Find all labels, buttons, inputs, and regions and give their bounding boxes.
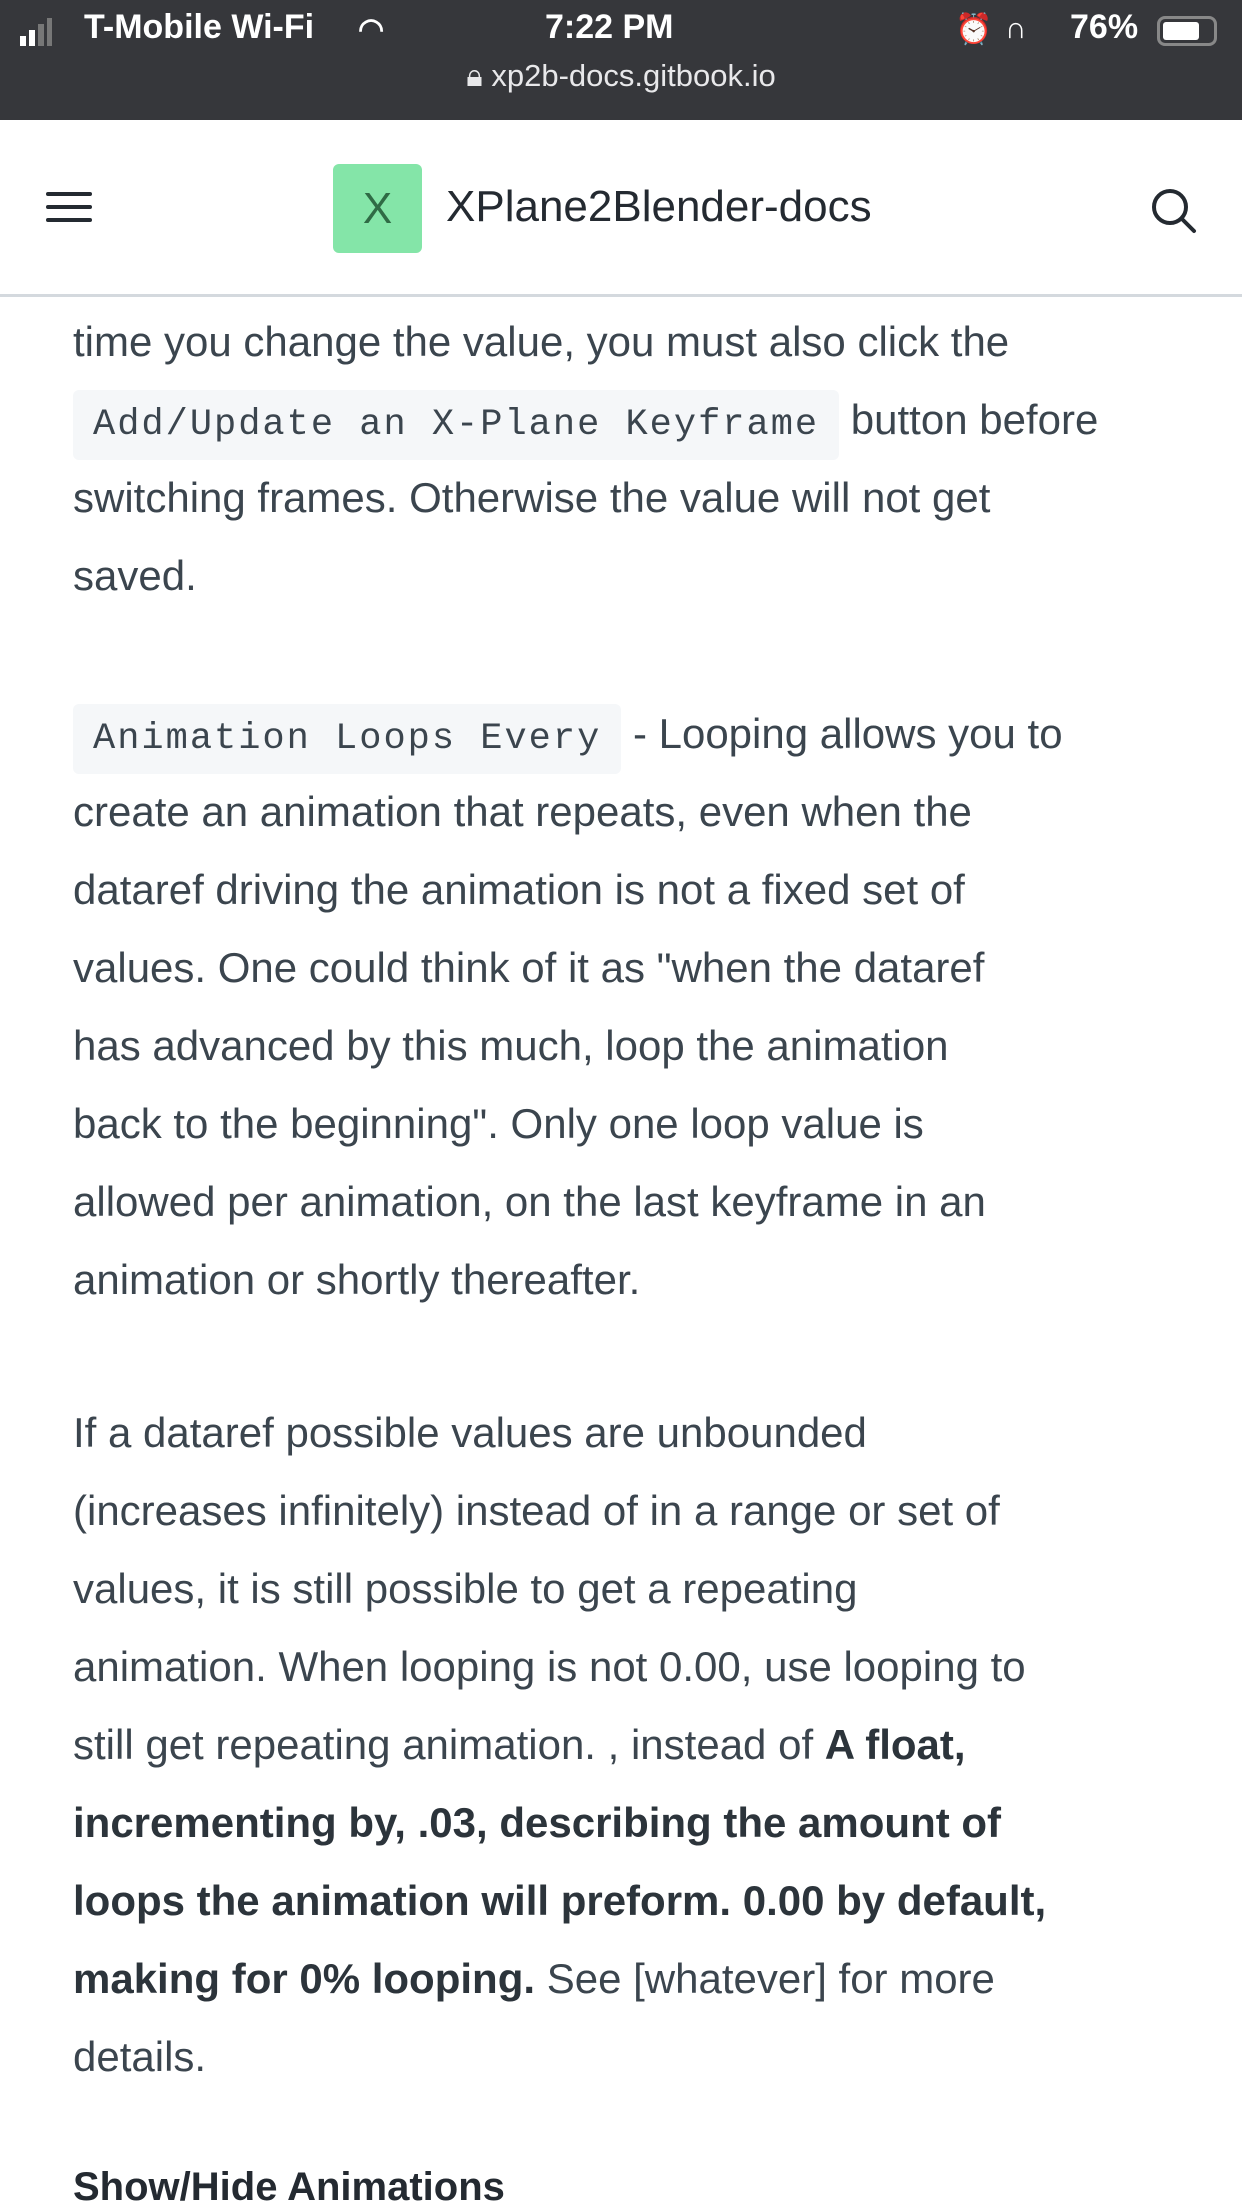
url-text: xp2b-docs.gitbook.io [491, 58, 776, 93]
alarm-icon: ⏰ [955, 13, 993, 46]
text-line [73, 459, 990, 537]
battery-icon [1157, 16, 1217, 46]
bold-text: loops the animation will preform. 0.00 by default, [73, 1877, 1047, 1924]
bold-text: A float, [824, 1721, 966, 1768]
headphones-icon: ∩ [1005, 12, 1027, 45]
clock: 7:22 PM [545, 8, 674, 46]
wifi-icon: ◠ [358, 13, 385, 46]
text-line [73, 1550, 857, 1628]
text-span: (increases infinitely) instead of in a range or set of [73, 1487, 1000, 1534]
text-line [73, 1241, 640, 1319]
text-span: If a dataref possible values are unbounded [73, 1409, 867, 1456]
text-line [73, 1628, 1026, 1706]
text-span: values. One could think of it as "when the dataref [73, 944, 985, 991]
text-span: See [whatever] for more [535, 1955, 995, 2002]
text-span: create an animation that repeats, even when the [73, 788, 972, 835]
text-span: animation or shortly thereafter. [73, 1256, 641, 1303]
text-line [73, 1472, 1000, 1550]
text-span: dataref driving the animation is not a fixed set of [73, 866, 965, 913]
text-line [73, 381, 1098, 459]
text-line [73, 1394, 867, 1472]
text-line [73, 2018, 206, 2096]
address-bar[interactable] [0, 58, 1242, 95]
text-span: has advanced by this much, loop the animation [73, 1022, 949, 1069]
signal-icon [20, 18, 52, 46]
site-logo[interactable]: X [333, 164, 422, 253]
lock-icon: 🔒︎ [466, 58, 492, 93]
status-bar [0, 0, 1242, 120]
text-span: values, it is still possible to get a repeating [73, 1565, 858, 1612]
inline-code: Animation Loops Every [73, 704, 621, 774]
text-line [73, 1784, 1001, 1862]
text-line [73, 1940, 995, 2018]
text-line [73, 303, 1009, 381]
text-line [73, 929, 984, 1007]
top-nav [0, 120, 1242, 297]
text-line [73, 1862, 1046, 1940]
bold-text: incrementing by, .03, describing the amount of [73, 1799, 1002, 1846]
text-span: - Looping allows you to [621, 710, 1063, 757]
text-span: details. [73, 2033, 207, 2080]
text-span: back to the beginning". Only one loop value is [73, 1100, 924, 1147]
text-span: still get repeating animation. , instead of [73, 1721, 825, 1768]
text-span: button before [839, 396, 1099, 443]
text-line [73, 773, 972, 851]
text-line [73, 1163, 986, 1241]
text-span: animation. When looping is not 0.00, use looping to [73, 1643, 1026, 1690]
text-line [73, 1085, 924, 1163]
search-icon[interactable] [1150, 187, 1198, 235]
section-heading: Show/Hide Animations [73, 2165, 505, 2209]
battery-percent: 76% [1070, 8, 1139, 46]
text-line [73, 1706, 966, 1784]
text-span: time you change the value, you must also click the [73, 318, 1010, 365]
bold-text: making for 0% looping. [73, 1955, 536, 2002]
text-line [73, 851, 965, 929]
text-line [73, 537, 197, 615]
site-title[interactable]: XPlane2Blender-docs [446, 182, 872, 231]
text-span: allowed per animation, on the last keyframe in an [73, 1178, 986, 1225]
carrier: T-Mobile Wi-Fi [84, 8, 315, 46]
inline-code: Add/Update an X-Plane Keyframe [73, 390, 839, 460]
text-span: saved. [73, 552, 197, 599]
menu-icon[interactable] [46, 192, 92, 222]
text-span: switching frames. Otherwise the value will not get [73, 474, 991, 521]
text-line [73, 695, 1063, 773]
text-line [73, 1007, 949, 1085]
